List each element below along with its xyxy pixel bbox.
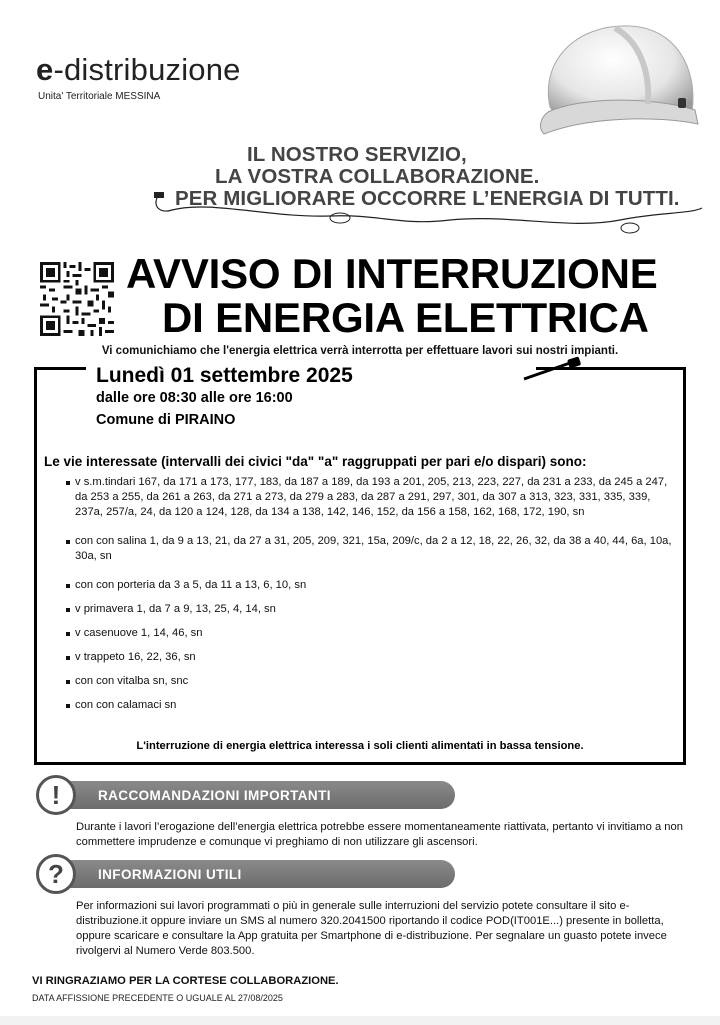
question-icon: ? — [36, 854, 76, 894]
comune: Comune di PIRAINO — [96, 412, 236, 428]
list-item: v casenuove 1, 14, 46, sn — [64, 626, 676, 641]
streets-heading: Le vie interessate (intervalli dei civici "da" "a" raggruppati per pari e/o dispari) sono: — [44, 454, 587, 469]
info-header: INFORMAZIONI UTILI — [70, 860, 455, 888]
title-line-1: AVVISO DI INTERRUZIONE — [126, 250, 658, 297]
territorial-unit: Unita' Territoriale MESSINA — [38, 91, 161, 102]
company-logo: e-distribuzione — [36, 52, 241, 87]
thanks-text: VI RINGRAZIAMO PER LA CORTESE COLLABORAZIONE. — [32, 975, 339, 987]
list-item: v primavera 1, da 7 a 9, 13, 25, 4, 14, sn — [64, 602, 676, 617]
notice-title — [126, 252, 716, 340]
list-item: v trappeto 16, 22, 36, sn — [64, 650, 676, 665]
slogan-line-2: LA VOSTRA COLLABORAZIONE. — [215, 165, 540, 188]
interruption-date: Lunedì 01 settembre 2025 — [96, 364, 353, 387]
list-item: con con vitalba sn, snc — [64, 674, 676, 689]
slogan-line-1: IL NOSTRO SERVIZIO, — [247, 143, 467, 166]
exclamation-icon: ! — [36, 775, 76, 815]
qr-code — [40, 262, 114, 336]
posting-date: DATA AFFISSIONE PRECEDENTE O UGUALE AL 27/08/2025 — [32, 993, 283, 1003]
list-item: con con calamaci sn — [64, 698, 676, 713]
tool-icon — [520, 355, 590, 385]
list-item: v s.m.tindari 167, da 171 a 173, 177, 183, da 187 a 189, da 193 a 201, 205, 213, 223, 227, da 231 a 233, da 245 a 247, da 253 a 255, da 261 a 263, da 271 a 273, da 279 a 283, da 287 a 291, 297, 301, da 307 a 313, 323, 331, 335, 339, 237a, 257/a, 24, da 120 a 124, 128, da 134 a 138, 142, 146, 152, da 156 a 158, 162, 168, 172, 190, sn — [64, 475, 676, 520]
slogan-line-3: PER MIGLIORARE OCCORRE L’ENERGIA DI TUTTI. — [175, 187, 680, 210]
recommendations-header: RACCOMANDAZIONI IMPORTANTI — [70, 781, 455, 809]
interruption-time: dalle ore 08:30 alle ore 16:00 — [96, 390, 293, 406]
cable-decoration — [150, 187, 710, 240]
list-item: con con salina 1, da 9 a 13, 21, da 27 a 31, 205, 209, 321, 15a, 209/c, da 2 a 12, 18, 22, 26, 32, da 38 a 40, 44, 6a, 10a, 30a, sn — [64, 534, 676, 564]
title-line-2: DI ENERGIA ELETTRICA — [162, 294, 649, 341]
low-voltage-note: L'interruzione di energia elettrica interessa i soli clienti alimentati in bassa tensione. — [136, 740, 584, 752]
helmet-image — [520, 12, 710, 162]
notice-subtitle: Vi comunichiamo che l'energia elettrica verrà interrotta per effettuare lavori sui nostri impianti. — [101, 345, 619, 357]
recommendations-text: Durante i lavori l’erogazione dell’energia elettrica potrebbe essere momentaneamente riattivata, pertanto vi invitiamo a non commettere imprudenze e comunque vi preghiamo di non utilizzare gli ascensori. — [76, 821, 683, 848]
streets-list — [64, 475, 676, 722]
info-text: Per informazioni sui lavori programmati o più in generale sulle interruzioni del servizio potete consultare il sito e-distribuzione.it oppure inviare un SMS al numero 320.2041500 riportando il codice POD(IT001E...) presente in bolletta, oppure scaricare e consultare la App gratuita per Smartphone di e-distribuzione. Per segnalare un guasto potete invece rivolgervi al Numero Verde 803.500. — [76, 900, 667, 957]
list-item: con con porteria da 3 a 5, da 11 a 13, 6, 10, sn — [64, 578, 676, 593]
